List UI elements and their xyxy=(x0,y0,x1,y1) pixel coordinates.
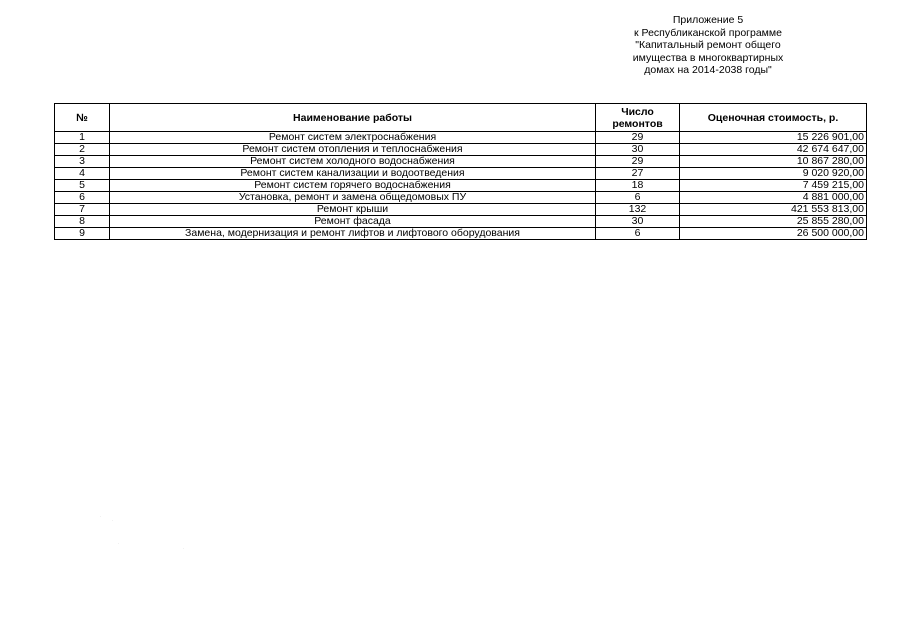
row-cost: 15 226 901,00 xyxy=(680,132,867,144)
table-row xyxy=(55,228,867,240)
row-num: 6 xyxy=(55,192,110,204)
table-header-row xyxy=(55,104,867,132)
row-cost: 25 855 280,00 xyxy=(680,216,867,228)
row-cost: 42 674 647,00 xyxy=(680,144,867,156)
table-row xyxy=(55,204,867,216)
row-count: 6 xyxy=(596,228,680,240)
table-row xyxy=(55,216,867,228)
table-row xyxy=(55,156,867,168)
column-header-count: Число ремонтов xyxy=(596,104,680,132)
row-count: 18 xyxy=(596,180,680,192)
header-line: к Республиканской программе xyxy=(634,26,782,39)
header-line: Приложение 5 xyxy=(672,14,744,26)
row-cost: 26 500 000,00 xyxy=(680,228,867,240)
row-name: Установка, ремонт и замена общедомовых ПУ xyxy=(110,192,596,204)
row-name: Ремонт систем холодного водоснабжения xyxy=(110,156,596,168)
table-row xyxy=(55,132,867,144)
scan-speck: · xyxy=(118,541,120,546)
row-name: Ремонт систем отопления и теплоснабжения xyxy=(110,144,596,156)
appendix-header xyxy=(538,14,878,77)
table-row xyxy=(55,168,867,180)
table-row xyxy=(55,192,867,204)
column-header-num: № xyxy=(55,104,110,132)
table-row xyxy=(55,144,867,156)
row-name: Ремонт систем канализации и водоотведения xyxy=(110,168,596,180)
scan-speck: · xyxy=(112,518,114,523)
row-count: 29 xyxy=(596,132,680,144)
header-line: домах на 2014-2038 годы" xyxy=(644,64,772,76)
row-cost: 421 553 813,00 xyxy=(680,204,867,216)
row-name: Ремонт крыши xyxy=(110,204,596,216)
row-num: 9 xyxy=(55,228,110,240)
row-cost: 4 881 000,00 xyxy=(680,192,867,204)
row-name: Замена, модернизация и ремонт лифтов и лифтового оборудования xyxy=(110,228,596,240)
row-count: 30 xyxy=(596,144,680,156)
column-header-cost: Оценочная стоимость, р. xyxy=(680,104,867,132)
header-line: "Капитальный ремонт общего xyxy=(635,39,781,51)
row-cost: 9 020 920,00 xyxy=(680,168,867,180)
row-num: 4 xyxy=(55,168,110,180)
row-count: 29 xyxy=(596,156,680,168)
row-count: 30 xyxy=(596,216,680,228)
column-header-name: Наименование работы xyxy=(110,104,596,132)
row-num: 5 xyxy=(55,180,110,192)
table-row xyxy=(55,180,867,192)
row-name: Ремонт фасада xyxy=(110,216,596,228)
row-count: 6 xyxy=(596,192,680,204)
header-line: имущества в многоквартирных xyxy=(632,51,784,64)
scan-speck: · xyxy=(100,514,102,519)
works-table xyxy=(54,103,867,240)
row-name: Ремонт систем электроснабжения xyxy=(110,132,596,144)
row-cost: 7 459 215,00 xyxy=(680,180,867,192)
row-num: 7 xyxy=(55,204,110,216)
row-name: Ремонт систем горячего водоснабжения xyxy=(110,180,596,192)
row-num: 2 xyxy=(55,144,110,156)
row-count: 27 xyxy=(596,168,680,180)
row-num: 8 xyxy=(55,216,110,228)
row-num: 3 xyxy=(55,156,110,168)
row-num: 1 xyxy=(55,132,110,144)
row-cost: 10 867 280,00 xyxy=(680,156,867,168)
scan-speck: · xyxy=(183,546,185,551)
row-count: 132 xyxy=(596,204,680,216)
